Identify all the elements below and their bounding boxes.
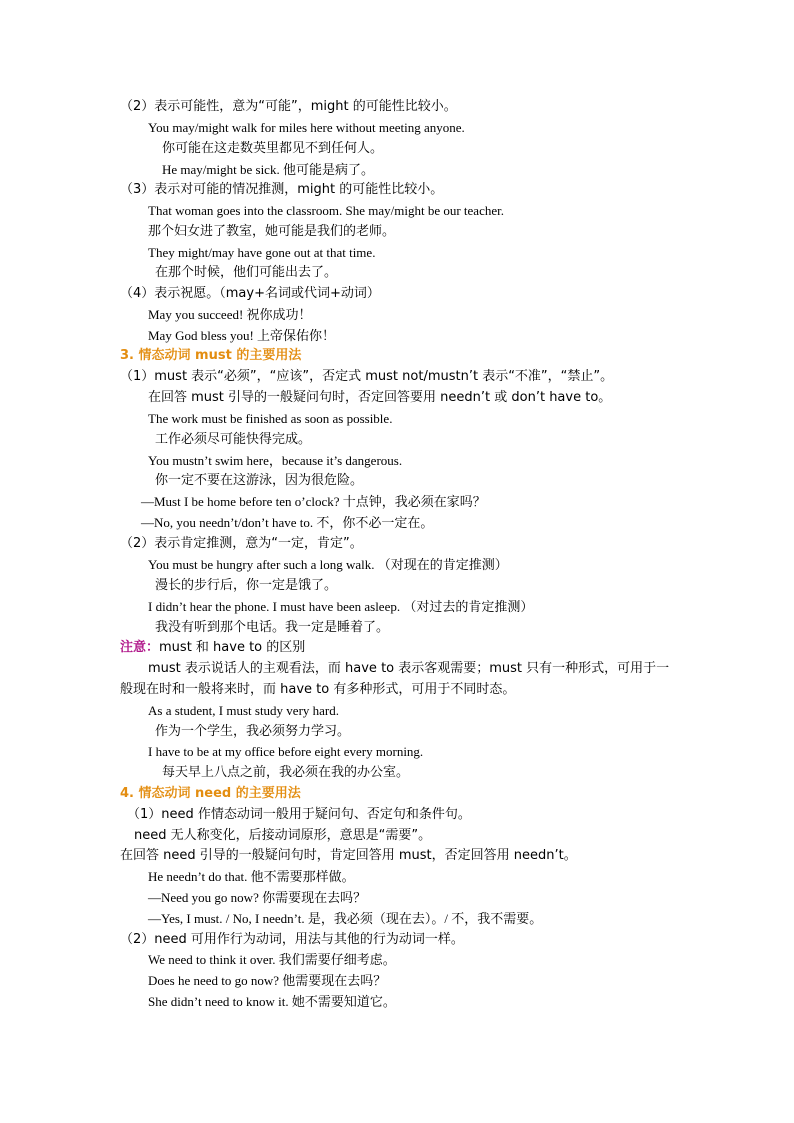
example-sentence: I have to be at my office before eight every morning. <box>148 744 424 759</box>
example-sentence: He needn’t do that. 他不需要那样做。 <box>148 869 355 884</box>
example-sentence: The work must be finished as soon as possible. <box>148 411 393 426</box>
explanation-text: 在回答 must 引导的一般疑问句时，否定回答要用 needn’t 或 don’t have to。 <box>148 390 612 405</box>
point-need-verb: （2）need 可用作行为动词，用法与其他的行为动词一样。 <box>120 932 464 947</box>
example-sentence: She didn’t need to know it. 她不需要知道它。 <box>148 994 396 1009</box>
explanation-text: 在回答 need 引导的一般疑问句时，肯定回答用 must，否定回答用 needn’t。 <box>120 848 577 863</box>
example-sentence: You may/might walk for miles here without meeting anyone. <box>148 120 465 135</box>
point-must-necessity: （1）must 表示“必须”，“应该”，否定式 must not/mustn’t 表示“不准”，“禁止”。 <box>120 369 614 384</box>
example-sentence: They might/may have gone out at that time. <box>148 245 376 260</box>
explanation-text: need 无人称变化，后接动词原形，意思是“需要”。 <box>134 828 432 843</box>
example-sentence: May God bless you! 上帝保佑你！ <box>148 328 336 343</box>
point-need-modal: （1）need 作情态动词一般用于疑问句、否定句和条件句。 <box>127 807 471 822</box>
example-sentence: You must be hungry after such a long walk. （对现在的肯定推测） <box>148 557 508 572</box>
note-label: 注意： <box>120 640 160 655</box>
example-translation: 你可能在这走数英里都见不到任何人。 <box>162 141 384 156</box>
example-translation: 漫长的步行后，你一定是饿了。 <box>155 578 338 593</box>
example-translation: 作为一个学生，我必须努力学习。 <box>155 724 351 739</box>
section-heading-must: 3. 情态动词 must 的主要用法 <box>120 348 302 363</box>
point-must-certainty: （2）表示肯定推测，意为“一定，肯定”。 <box>120 536 363 551</box>
example-sentence: I didn’t hear the phone. I must have been asleep. （对过去的肯定推测） <box>148 599 534 614</box>
example-sentence: That woman goes into the classroom. She may/might be our teacher. <box>148 203 504 218</box>
note-text: must 和 have to 的区别 <box>159 640 306 655</box>
section-heading-need: 4. 情态动词 need 的主要用法 <box>120 786 301 801</box>
point-may-possibility: （2）表示可能性，意为“可能”，might 的可能性比较小。 <box>120 99 457 114</box>
example-translation: 你一定不要在这游泳，因为很危险。 <box>155 473 364 488</box>
explanation-text: must 表示说话人的主观看法，而 have to 表示客观需要；must 只有一种形式，可用于一 <box>148 661 670 676</box>
example-translation: 我没有听到那个电话。我一定是睡着了。 <box>155 620 390 635</box>
point-may-inference: （3）表示对可能的情况推测，might 的可能性比较小。 <box>120 182 444 197</box>
explanation-text: 般现在时和一般将来时，而 have to 有多种形式，可用于不同时态。 <box>120 682 516 697</box>
example-sentence: You mustn’t swim here，because it’s dangerous. <box>148 453 403 468</box>
example-sentence: He may/might be sick. 他可能是病了。 <box>162 162 374 177</box>
dialogue-line: —Yes, I must. / No, I needn’t. 是，我必须（现在去）。/ 不，我不需要。 <box>148 911 543 926</box>
example-sentence: We need to think it over. 我们需要仔细考虑。 <box>148 952 396 967</box>
point-may-wish: （4）表示祝愿。（may+名词或代词+动词） <box>120 286 380 301</box>
dialogue-line: —Must I be home before ten o’clock? 十点钟，我必须在家吗？ <box>141 494 486 509</box>
example-sentence: May you succeed! 祝你成功！ <box>148 307 312 322</box>
example-sentence: Does he need to go now? 他需要现在去吗？ <box>148 973 387 988</box>
example-translation: 在那个时候，他们可能出去了。 <box>155 265 338 280</box>
example-translation: 工作必须尽可能快得完成。 <box>155 432 312 447</box>
dialogue-line: —Need you go now? 你需要现在去吗？ <box>148 890 367 905</box>
dialogue-line: —No, you needn’t/don’t have to. 不，你不必一定在。 <box>141 515 434 530</box>
note-line <box>120 640 305 656</box>
example-sentence: As a student, I must study very hard. <box>148 703 340 718</box>
example-translation: 那个妇女进了教室，她可能是我们的老师。 <box>148 224 396 239</box>
example-translation: 每天早上八点之前，我必须在我的办公室。 <box>162 765 410 780</box>
